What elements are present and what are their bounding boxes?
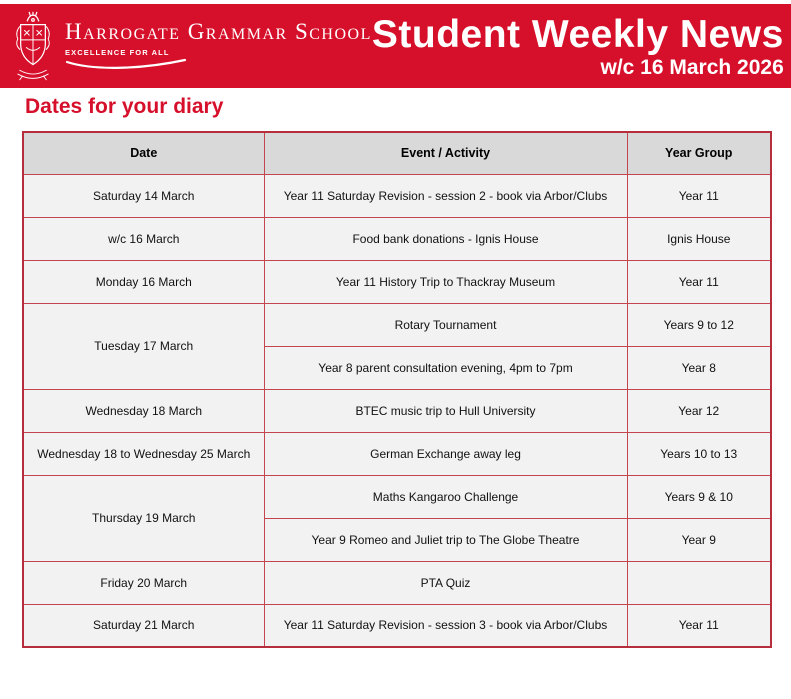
year-group-cell: Years 9 to 12 [627,303,771,346]
school-logo [14,10,372,83]
date-cell: Monday 16 March [23,260,264,303]
event-cell: PTA Quiz [264,561,627,604]
date-cell: w/c 16 March [23,217,264,260]
diary-table-head-row [23,132,771,174]
table-row [23,217,771,260]
event-cell: Food bank donations - Ignis House [264,217,627,260]
event-cell: BTEC music trip to Hull University [264,389,627,432]
date-cell: Thursday 19 March [23,475,264,561]
event-cell: Year 9 Romeo and Juliet trip to The Globe Theatre [264,518,627,561]
column-header-event-activity: Event / Activity [264,132,627,174]
year-group-cell: Year 11 [627,174,771,217]
date-cell: Tuesday 17 March [23,303,264,389]
year-group-cell [627,561,771,604]
event-cell: German Exchange away leg [264,432,627,475]
year-group-cell: Ignis House [627,217,771,260]
event-cell: Maths Kangaroo Challenge [264,475,627,518]
date-cell: Wednesday 18 to Wednesday 25 March [23,432,264,475]
event-cell: Year 11 Saturday Revision - session 2 - book via Arbor/Clubs [264,174,627,217]
year-group-cell: Year 9 [627,518,771,561]
school-name: Harrogate Grammar School [65,18,372,44]
date-cell: Saturday 21 March [23,604,264,647]
event-cell: Year 11 Saturday Revision - session 3 - book via Arbor/Clubs [264,604,627,647]
school-crest-icon [14,11,52,83]
table-row [23,561,771,604]
school-logo-text [65,20,372,71]
table-row [23,260,771,303]
swoosh-underline-icon [65,58,187,71]
year-group-cell: Year 8 [627,346,771,389]
date-cell: Saturday 14 March [23,174,264,217]
diary-table [22,131,772,648]
event-cell: Rotary Tournament [264,303,627,346]
date-cell: Wednesday 18 March [23,389,264,432]
year-group-cell: Year 11 [627,604,771,647]
year-group-cell: Year 11 [627,260,771,303]
table-row [23,303,771,346]
masthead-banner [0,4,791,88]
table-row [23,174,771,217]
table-row [23,389,771,432]
year-group-cell: Years 10 to 13 [627,432,771,475]
table-row [23,475,771,518]
newsletter-masthead [371,12,784,79]
table-row [23,604,771,647]
table-row [23,432,771,475]
event-cell: Year 11 History Trip to Thackray Museum [264,260,627,303]
year-group-cell: Years 9 & 10 [627,475,771,518]
school-tagline: EXCELLENCE FOR ALL [65,47,170,57]
section-heading-dates-for-your-diary: Dates for your diary [25,95,224,118]
column-header-year-group: Year Group [627,132,771,174]
date-cell: Friday 20 March [23,561,264,604]
year-group-cell: Year 12 [627,389,771,432]
newsletter-week-subtitle: w/c 16 March 2026 [600,55,784,79]
column-header-date: Date [23,132,264,174]
diary-table-body [23,174,771,647]
event-cell: Year 8 parent consultation evening, 4pm to 7pm [264,346,627,389]
newsletter-title: Student Weekly News [371,12,784,56]
